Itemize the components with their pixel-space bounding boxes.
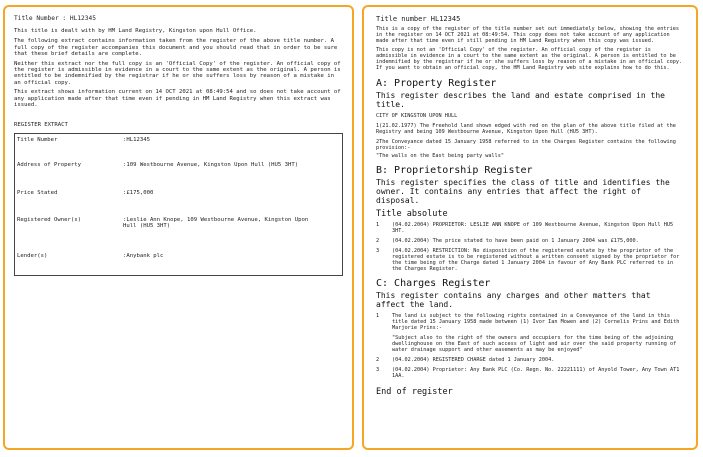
property-entry: 1(21.02.1977) The Freehold land shown edged with red on the plan of the above title filed at the Registry and being 109 Westbourne Avenue, Kingston Upon Hull (HU5 3HT).: [376, 122, 676, 135]
title-number: Title Number : HL12345: [14, 15, 96, 22]
entry-text: (04.02.2004) The price stated to have been paid on 1 January 2004 was £175,000.: [392, 237, 639, 244]
entry-number: 3: [376, 247, 380, 254]
charges-register-heading: C: Charges Register: [376, 277, 491, 289]
title-number-label: Title Number: [17, 136, 58, 143]
lender-value: :Anybank plc: [123, 252, 164, 259]
extract-page: [3, 5, 354, 450]
entry-number: 2: [376, 237, 380, 244]
property-entry: 2The Conveyance dated 15 January 1958 referred to in the Charges Register contains the following provision:-: [376, 138, 676, 151]
table-row: [15, 214, 342, 250]
proprietorship-register-heading: B: Proprietorship Register: [376, 164, 533, 176]
list-item: [376, 248, 684, 272]
list-item: [376, 357, 684, 363]
register-title-number: Title number HL12345: [376, 15, 461, 23]
entry-number: [376, 335, 392, 353]
extract-description: The following extract contains information taken from the register of the above title number. A full copy of the register accompanies this document and you should read that in order to be sure that these brief details are complete.: [14, 38, 338, 58]
list-item: [376, 113, 684, 119]
register-page: [362, 5, 698, 450]
title-class: Title absolute: [376, 208, 448, 219]
list-item: [376, 313, 684, 331]
address-value: :109 Westbourne Avenue, Kingston Upon Hull (HU5 3HT): [123, 161, 299, 168]
proprietorship-entries: [376, 222, 684, 272]
list-item: [376, 153, 684, 159]
place-name: CITY OF KINGSTON UPON HULL: [376, 112, 458, 119]
owner-label: Registered Owner(s): [17, 216, 81, 223]
list-item: [376, 335, 684, 353]
entry-number: 3: [376, 366, 380, 373]
entry-text: (04.02.2004) REGISTERED CHARGE dated 1 January 2004.: [392, 356, 555, 363]
entry-number: 1: [376, 312, 380, 319]
register-intro: This is a copy of the register of the title number set out immediately below, showing the entries in the register on 14 OCT 2021 at 08:49:54. This copy does not take account of any application made after that time even if still pending in HM Land Registry when this copy was issued.: [376, 26, 679, 44]
title-number-value: :HL12345: [123, 136, 150, 143]
table-row: [15, 134, 342, 159]
register-extract-label: REGISTER EXTRACT: [14, 122, 68, 129]
address-label: Address of Property: [17, 161, 81, 168]
entry-text: (04.02.2004) RESTRICTION: No disposition of the registered estate by the proprietor of the registered estate is to be registered without a written consent signed by the proprietor for the time being of the Charge dated 1 January 2004 in favour of Any Bank PLC referred to in the Charges Register.: [392, 247, 680, 272]
property-register-intro: This register describes the land and estate comprised in the title.: [376, 90, 665, 109]
list-item: [376, 367, 684, 379]
entry-text: (04.02.2004) PROPRIETOR: LESLIE ANN KNOPE of 109 Westbourne Avenue, Kingston Upon Hull HU5 3HT.: [392, 221, 674, 234]
office-paragraph: This title is dealt with by HM Land Registry, Kingston upon Hull Office.: [14, 28, 257, 34]
entry-number: 1: [376, 221, 380, 228]
list-item: [376, 238, 684, 244]
end-of-register: End of register: [376, 386, 453, 397]
price-value: :£175,000: [123, 189, 154, 196]
owner-value: :Leslie Ann Knope, 109 Westbourne Avenue, Kingston Upon Hull (HU5 3HT): [123, 216, 309, 229]
proprietorship-register-intro: This register specifies the class of title and identifies the owner. It contains any entries that affect the right of disposal.: [376, 177, 670, 205]
currency-notice: This extract shows information current on 14 OCT 2021 at 08:49:54 and so does not take account of any application made after that time even if pending in HM Land Registry when this extract was issued.: [14, 89, 341, 109]
lender-label: Lender(s): [17, 252, 48, 259]
entry-text: The land is subject to the following rights contained in a Conveyance of the land in this title dated 15 January 1958 made between (1) Ivor Ian Mowen and (2) Cornelis Prins and Edith Marjorie Prins:-: [392, 312, 680, 331]
entry-text: (04.02.2004) Proprietor: Any Bank PLC (Co. Regn. No. 22221111) of Anyold Tower, Any Town AT1 1AA.: [392, 366, 680, 379]
list-item: [376, 123, 684, 135]
list-item: [376, 139, 684, 151]
charges-register-intro: This register contains any charges and other matters that affect the land.: [376, 290, 651, 309]
entry-text: "Subject also to the right of the owners and occupiers for the time being of the adjoining dwellinghouse on the East of such access of light and air over the said property running of water drainage support and other easements as may be enjoyed": [392, 334, 677, 353]
charges-entries: [376, 313, 684, 379]
price-label: Price Stated: [17, 189, 58, 196]
table-row: [15, 250, 342, 275]
list-item: [376, 222, 684, 234]
register-official-copy-notice: This copy is not an 'Official Copy' of the register. An official copy of the register is admissible in evidence in a court to the same extent as the original. A person is entitled to be indemnified by the registrar if he or she suffers loss by reason of a mistake in an official copy. If you want to obtain an official copy, the HM Land Registry web site explains how to do this.: [376, 47, 683, 71]
official-copy-notice: Neither this extract nor the full copy is an 'Official Copy' of the register. An official copy of the register is admissible in evidence in a court to the same extent as the original. A person is entitled to be indemnified by the registrar if he or she suffers loss by reason of a mistake in an official copy.: [14, 60, 341, 86]
property-quote: "The walls on the East being party walls": [376, 152, 505, 159]
property-register-heading: A: Property Register: [376, 77, 497, 89]
table-row: [15, 159, 342, 187]
register-extract-table: [14, 133, 343, 276]
table-row: [15, 187, 342, 214]
entry-number: 2: [376, 356, 380, 363]
